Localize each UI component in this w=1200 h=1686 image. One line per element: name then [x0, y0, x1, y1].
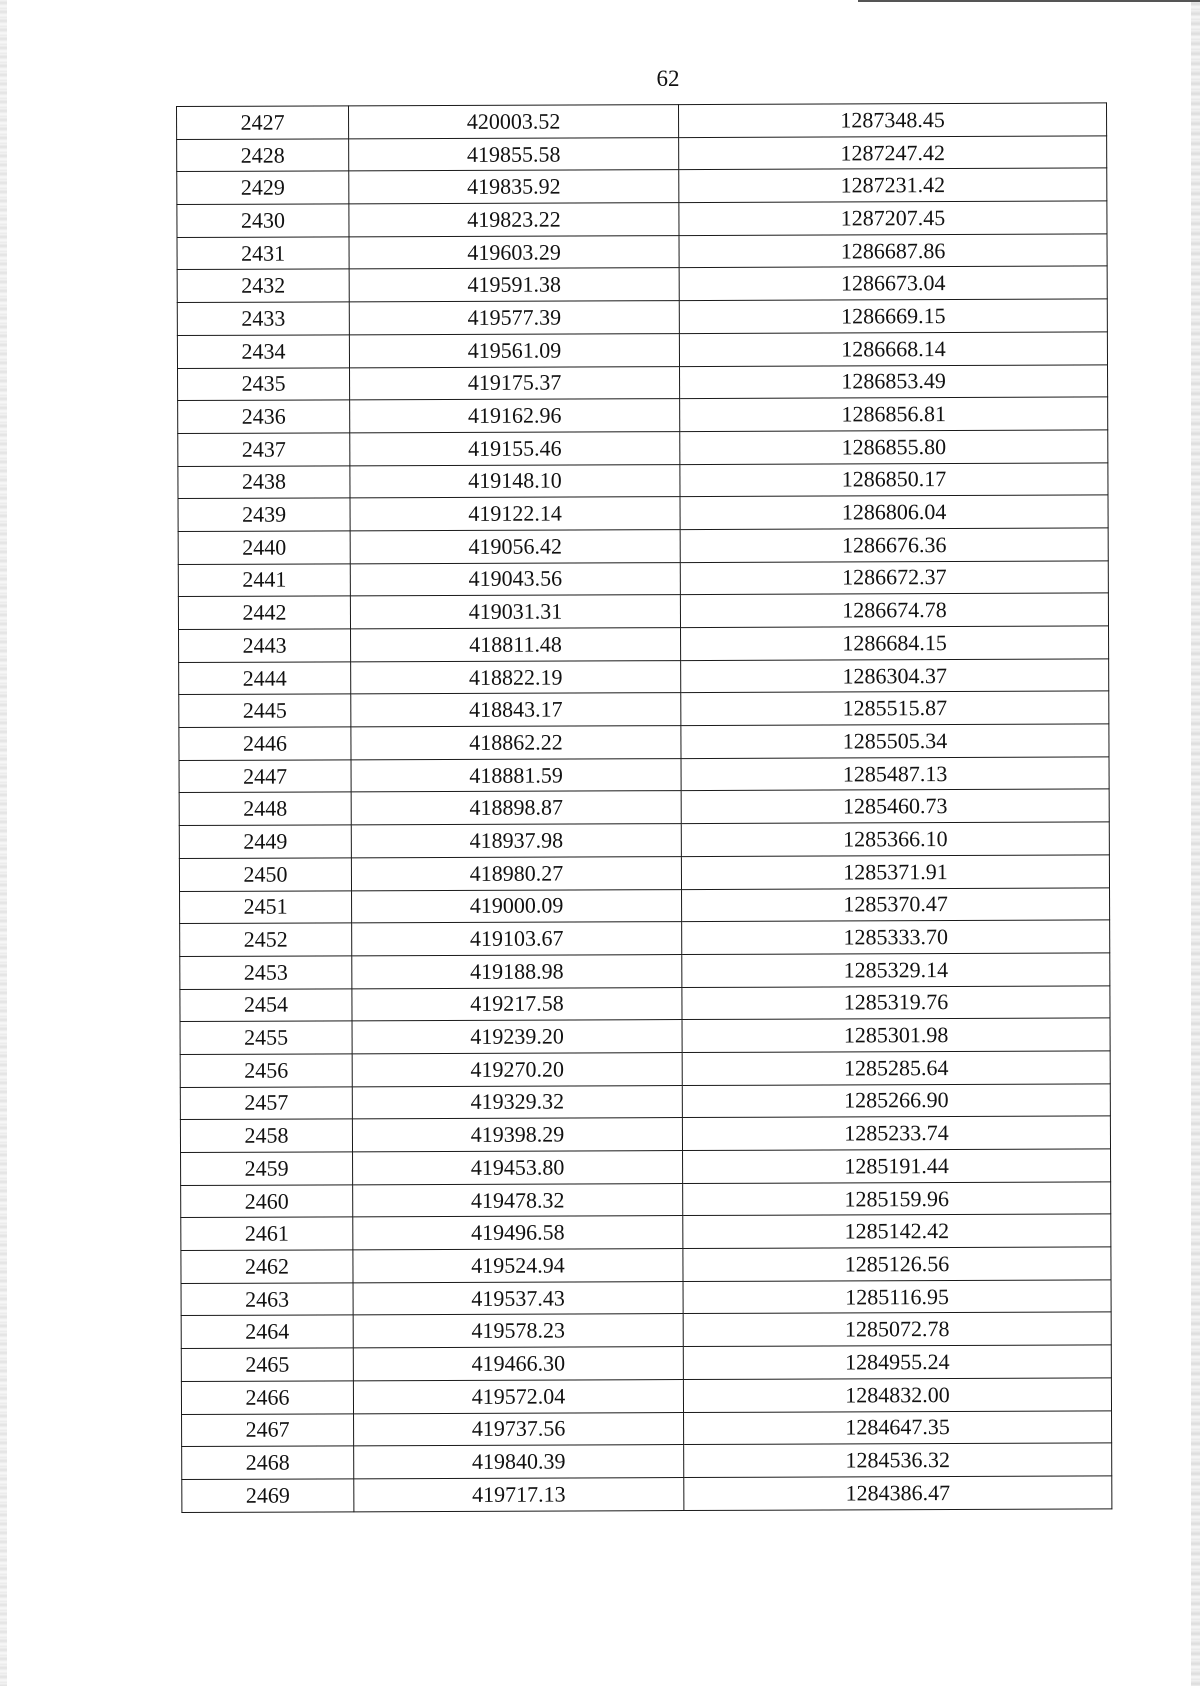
point-number-cell: 2444: [179, 662, 351, 695]
y-coordinate-cell: 1285370.47: [682, 887, 1110, 921]
x-coordinate-cell: 418862.22: [351, 726, 681, 760]
point-number-cell: 2433: [177, 302, 349, 335]
table-row: [179, 724, 1109, 760]
point-number-cell: 2468: [182, 1446, 354, 1479]
point-number-cell: 2462: [181, 1250, 353, 1283]
x-coordinate-cell: 419188.98: [352, 954, 682, 988]
table-row: [179, 822, 1109, 858]
point-number-cell: 2443: [179, 629, 351, 662]
y-coordinate-cell: 1285460.73: [681, 789, 1109, 823]
point-number-cell: 2463: [181, 1283, 353, 1316]
y-coordinate-cell: 1286684.15: [681, 626, 1109, 660]
x-coordinate-cell: 419031.31: [350, 595, 680, 629]
point-number-cell: 2451: [180, 890, 352, 923]
x-coordinate-cell: 419175.37: [350, 366, 680, 400]
x-coordinate-cell: 419122.14: [350, 497, 680, 531]
x-coordinate-cell: 418898.87: [351, 791, 681, 825]
y-coordinate-cell: 1285126.56: [683, 1247, 1111, 1281]
y-coordinate-cell: 1286687.86: [679, 234, 1107, 268]
table-row: [178, 397, 1108, 433]
y-coordinate-cell: 1285142.42: [683, 1214, 1111, 1248]
y-coordinate-cell: 1286672.37: [680, 561, 1108, 595]
table-row: [182, 1476, 1112, 1512]
y-coordinate-cell: 1285366.10: [681, 822, 1109, 856]
y-coordinate-cell: 1286806.04: [680, 495, 1108, 529]
table-row: [182, 1410, 1112, 1446]
point-number-cell: 2458: [180, 1119, 352, 1152]
table-row: [178, 528, 1108, 564]
x-coordinate-cell: 419329.32: [352, 1085, 682, 1119]
x-coordinate-cell: 419537.43: [353, 1281, 683, 1315]
table-row: [181, 1182, 1111, 1218]
y-coordinate-cell: 1287247.42: [679, 136, 1107, 170]
page-number: 62: [656, 66, 680, 91]
x-coordinate-cell: 418881.59: [351, 758, 681, 792]
table-row: [177, 234, 1107, 270]
point-number-cell: 2436: [178, 400, 350, 433]
x-coordinate-cell: 419398.29: [352, 1118, 682, 1152]
y-coordinate-cell: 1286676.36: [680, 528, 1108, 562]
x-coordinate-cell: 419239.20: [352, 1020, 682, 1054]
y-coordinate-cell: 1286674.78: [680, 593, 1108, 627]
x-coordinate-cell: 419823.22: [349, 203, 679, 237]
table-row: [179, 626, 1109, 662]
table-row: [177, 266, 1107, 302]
y-coordinate-cell: 1285266.90: [682, 1084, 1110, 1118]
x-coordinate-cell: 419000.09: [352, 889, 682, 923]
scan-left-edge: [0, 0, 7, 1686]
x-coordinate-cell: 419561.09: [349, 333, 679, 367]
point-number-cell: 2439: [178, 498, 350, 531]
point-number-cell: 2450: [179, 858, 351, 891]
x-coordinate-cell: 419103.67: [352, 922, 682, 956]
table-row: [180, 887, 1110, 923]
coordinate-table-body: [177, 103, 1112, 1512]
x-coordinate-cell: 419466.30: [353, 1347, 683, 1381]
x-coordinate-cell: 419217.58: [352, 987, 682, 1021]
table-row: [178, 495, 1108, 531]
table-row: [180, 920, 1110, 956]
y-coordinate-cell: 1285233.74: [682, 1116, 1110, 1150]
x-coordinate-cell: 418843.17: [351, 693, 681, 727]
y-coordinate-cell: 1285515.87: [681, 691, 1109, 725]
point-number-cell: 2456: [180, 1054, 352, 1087]
table-row: [177, 103, 1107, 139]
x-coordinate-cell: 419840.39: [354, 1445, 684, 1479]
table-row: [178, 561, 1108, 597]
point-number-cell: 2455: [180, 1021, 352, 1054]
point-number-cell: 2449: [179, 825, 351, 858]
table-row: [179, 659, 1109, 695]
table-row: [180, 985, 1110, 1021]
y-coordinate-cell: 1286304.37: [681, 659, 1109, 693]
x-coordinate-cell: 419524.94: [353, 1249, 683, 1283]
x-coordinate-cell: 419603.29: [349, 235, 679, 269]
table-row: [181, 1345, 1111, 1381]
x-coordinate-cell: 419835.92: [349, 170, 679, 204]
y-coordinate-cell: 1286850.17: [680, 462, 1108, 496]
table-row: [177, 332, 1107, 368]
y-coordinate-cell: 1285116.95: [683, 1280, 1111, 1314]
point-number-cell: 2467: [182, 1413, 354, 1446]
x-coordinate-cell: 419155.46: [350, 431, 680, 465]
point-number-cell: 2431: [177, 237, 349, 270]
table-row: [181, 1280, 1111, 1316]
point-number-cell: 2459: [181, 1152, 353, 1185]
table-row: [178, 430, 1108, 466]
x-coordinate-cell: 419737.56: [354, 1412, 684, 1446]
point-number-cell: 2448: [179, 792, 351, 825]
x-coordinate-cell: 418822.19: [351, 660, 681, 694]
y-coordinate-cell: 1284647.35: [684, 1410, 1112, 1444]
table-row: [180, 1051, 1110, 1087]
point-number-cell: 2434: [177, 335, 349, 368]
x-coordinate-cell: 419162.96: [350, 399, 680, 433]
table-row: [179, 855, 1109, 891]
table-row: [181, 1247, 1111, 1283]
table-row: [179, 789, 1109, 825]
point-number-cell: 2446: [179, 727, 351, 760]
point-number-cell: 2435: [178, 367, 350, 400]
y-coordinate-cell: 1286668.14: [679, 332, 1107, 366]
x-coordinate-cell: 419578.23: [353, 1314, 683, 1348]
y-coordinate-cell: 1284955.24: [683, 1345, 1111, 1379]
point-number-cell: 2432: [177, 269, 349, 302]
y-coordinate-cell: 1285072.78: [683, 1312, 1111, 1346]
x-coordinate-cell: 418937.98: [351, 824, 681, 858]
y-coordinate-cell: 1285285.64: [682, 1051, 1110, 1085]
scan-right-edge: [1191, 0, 1200, 1686]
x-coordinate-cell: 419043.56: [350, 562, 680, 596]
y-coordinate-cell: 1286853.49: [680, 364, 1108, 398]
table-row: [181, 1378, 1111, 1414]
point-number-cell: 2453: [180, 956, 352, 989]
table-row: [179, 757, 1109, 793]
point-number-cell: 2457: [180, 1086, 352, 1119]
y-coordinate-cell: 1287207.45: [679, 201, 1107, 235]
table-row: [178, 364, 1108, 400]
x-coordinate-cell: 418980.27: [351, 856, 681, 890]
point-number-cell: 2454: [180, 988, 352, 1021]
table-row: [177, 299, 1107, 335]
point-number-cell: 2430: [177, 204, 349, 237]
y-coordinate-cell: 1285159.96: [683, 1182, 1111, 1216]
x-coordinate-cell: 419855.58: [349, 137, 679, 171]
point-number-cell: 2464: [181, 1315, 353, 1348]
x-coordinate-cell: 419148.10: [350, 464, 680, 498]
y-coordinate-cell: 1286856.81: [680, 397, 1108, 431]
scan-top-rule: [858, 0, 1200, 2]
y-coordinate-cell: 1286673.04: [679, 266, 1107, 300]
x-coordinate-cell: 419056.42: [350, 530, 680, 564]
y-coordinate-cell: 1285319.76: [682, 985, 1110, 1019]
y-coordinate-cell: 1284386.47: [684, 1476, 1112, 1510]
table-row: [177, 136, 1107, 172]
point-number-cell: 2452: [180, 923, 352, 956]
x-coordinate-cell: 419496.58: [353, 1216, 683, 1250]
y-coordinate-cell: 1287348.45: [678, 103, 1106, 137]
x-coordinate-cell: 419591.38: [349, 268, 679, 302]
table-row: [178, 593, 1108, 629]
x-coordinate-cell: 419572.04: [353, 1379, 683, 1413]
y-coordinate-cell: 1285505.34: [681, 724, 1109, 758]
point-number-cell: 2427: [177, 106, 349, 139]
point-number-cell: 2469: [182, 1479, 354, 1512]
point-number-cell: 2437: [178, 433, 350, 466]
coordinate-table-container: [176, 102, 1111, 1512]
point-number-cell: 2447: [179, 760, 351, 793]
table-row: [182, 1443, 1112, 1479]
y-coordinate-cell: 1286855.80: [680, 430, 1108, 464]
x-coordinate-cell: 420003.52: [349, 105, 679, 139]
point-number-cell: 2465: [181, 1348, 353, 1381]
y-coordinate-cell: 1284832.00: [683, 1378, 1111, 1412]
y-coordinate-cell: 1285487.13: [681, 757, 1109, 791]
y-coordinate-cell: 1285191.44: [683, 1149, 1111, 1183]
coordinate-table: [176, 102, 1112, 1512]
x-coordinate-cell: 419270.20: [352, 1053, 682, 1087]
point-number-cell: 2441: [178, 563, 350, 596]
point-number-cell: 2461: [181, 1217, 353, 1250]
table-row: [181, 1149, 1111, 1185]
point-number-cell: 2445: [179, 694, 351, 727]
y-coordinate-cell: 1285371.91: [681, 855, 1109, 889]
table-row: [180, 953, 1110, 989]
x-coordinate-cell: 419478.32: [353, 1183, 683, 1217]
table-row: [180, 1084, 1110, 1120]
y-coordinate-cell: 1286669.15: [679, 299, 1107, 333]
y-coordinate-cell: 1285329.14: [682, 953, 1110, 987]
point-number-cell: 2460: [181, 1185, 353, 1218]
point-number-cell: 2466: [181, 1381, 353, 1414]
point-number-cell: 2442: [178, 596, 350, 629]
x-coordinate-cell: 418811.48: [351, 628, 681, 662]
y-coordinate-cell: 1285333.70: [682, 920, 1110, 954]
table-row: [180, 1018, 1110, 1054]
y-coordinate-cell: 1284536.32: [684, 1443, 1112, 1477]
table-row: [180, 1116, 1110, 1152]
y-coordinate-cell: 1287231.42: [679, 168, 1107, 202]
table-row: [181, 1214, 1111, 1250]
table-row: [181, 1312, 1111, 1348]
table-row: [178, 462, 1108, 498]
table-row: [177, 201, 1107, 237]
x-coordinate-cell: 419453.80: [353, 1151, 683, 1185]
point-number-cell: 2440: [178, 531, 350, 564]
y-coordinate-cell: 1285301.98: [682, 1018, 1110, 1052]
point-number-cell: 2428: [177, 139, 349, 172]
point-number-cell: 2429: [177, 171, 349, 204]
table-row: [177, 168, 1107, 204]
x-coordinate-cell: 419577.39: [349, 301, 679, 335]
x-coordinate-cell: 419717.13: [354, 1477, 684, 1511]
point-number-cell: 2438: [178, 465, 350, 498]
table-row: [179, 691, 1109, 727]
